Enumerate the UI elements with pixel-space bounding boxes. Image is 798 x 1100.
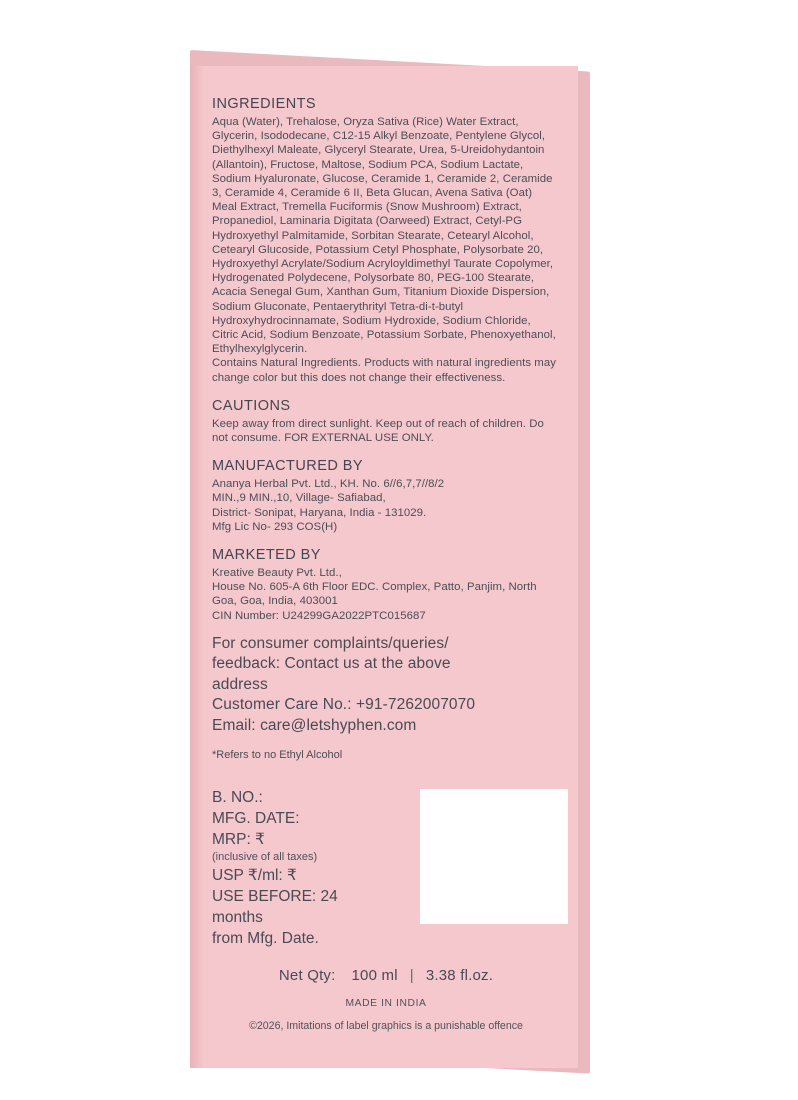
manufacturer-address-line-1: Ananya Herbal Pvt. Ltd., KH. No. 6//6,7,7//8/2 [212,478,445,491]
marketer-cin-number: CIN Number: U24299GA2022PTC015687 [212,609,426,622]
use-before-line-2: months [212,909,263,927]
complaints-line-2: feedback: Contact us at the above [212,655,451,673]
cautions-text: Keep away from direct sunlight. Keep out of reach of children. Do not consume. FOR EXTERNAL USE ONLY. [212,417,544,445]
manufacturer-address-line-2: MIN.,9 MIN.,10, Village- Safiabad, [212,492,386,505]
manufacturer-address-line-3: District- Sonipat, Haryana, India - 131029. [212,506,427,519]
label-content [212,96,560,1032]
ingredients-section [212,96,560,385]
manufacturer-licence-no: Mfg Lic No- 293 COS(H) [212,520,338,533]
net-qty-imperial: 3.38 fl.oz. [425,967,494,985]
marketer-address-line-2: House No. 605-A 6th Floor EDC. Complex, Patto, Panjim, North [212,581,537,594]
net-qty-metric: 100 ml [351,967,398,985]
complaints-line-1: For consumer complaints/queries/ [212,634,449,652]
refers-footnote: *Refers to no Ethyl Alcohol [212,749,343,762]
batch-details-panel [212,787,560,949]
batch-number-field: B. NO.: [212,789,263,807]
batch-fields [212,787,412,949]
net-qty-separator: | [409,967,414,985]
manufactured-by-section [212,458,560,534]
ingredients-heading: INGREDIENTS [212,96,317,112]
net-quantity-row [212,967,560,984]
cautions-heading: CAUTIONS [212,397,291,414]
natural-ingredients-note: Contains Natural Ingredients. Products with natural ingredients may change color but this does not change their effectiveness. [212,357,556,384]
consumer-contact-section [212,634,560,737]
complaints-line-3: address [212,675,268,693]
cautions-section [212,398,560,445]
customer-care-number: Customer Care No.: +91-7262007070 [212,696,476,714]
net-qty-label: Net Qty: [278,967,336,985]
ingredients-text: Aqua (Water), Trehalose, Oryza Sativa (Rice) Water Extract, Glycerin, Isododecane, C12-15 Alkyl Benzoate, Pentylene Glycol, Diethylhexyl Maleate, Glyceryl Stearate, Urea, 5-Ureidohydantoin (Allantoin), Fructose, Maltose, Sodium PCA, Sodium Lactate, Sodium Hyaluronate, Glucose, Ceramide 1, Ceramide 2, Ceramide 3, Ceramide 4, Ceramide 6 II, Beta Glucan, Avena Sativa (Oat) Meal Extract, Tremella Fuciformis (Snow Mushroom) Extract, Propanediol, Laminaria Digitata (Oarweed) Extract, Cetyl-PG Hydroxyethyl Palmitamide, Sorbitan Stearate, Cetearyl Alcohol, Cetearyl Glucoside, Potassium Cetyl Phosphate, Polysorbate 20, Hydroxyethyl Acrylate/Sodium Acryloyldimethyl Taurate Copolymer, Hydrogenated Polydecene, Polysorbate 80, PEG-100 Stearate, Acacia Senegal Gum, Xanthan Gum, Titanium Dioxide Dispersion, Sodium Gluconate, Pentaerythrityl Tetra-di-t-butyl Hydroxyhydrocinnamate, Sodium Hydroxide, Sodium Chloride, Citric Acid, Sodium Benzoate, Potassium Sorbate, Phenoxyethanol, Ethylhexylglycerin. [212,116,556,356]
use-before-line-1: USE BEFORE: 24 [212,888,338,906]
customer-care-email: Email: care@letshyphen.com [212,716,417,734]
made-in-india-text: MADE IN INDIA [345,998,427,1010]
copyright-notice: ©2026, Imitations of label graphics is a punishable offence [249,1020,523,1033]
blank-print-area [420,789,568,924]
tax-inclusive-note: (inclusive of all taxes) [212,851,318,864]
marketed-by-heading: MARKETED BY [212,547,321,564]
mrp-field: MRP: ₹ [212,831,265,849]
marketer-name: Kreative Beauty Pvt. Ltd., [212,567,342,580]
use-before-line-3: from Mfg. Date. [212,930,319,948]
manufactured-by-heading: MANUFACTURED BY [212,458,363,475]
usp-per-ml-field: USP ₹/ml: ₹ [212,867,297,885]
mfg-date-field: MFG. DATE: [212,810,300,828]
marketer-address-line-3: Goa, Goa, India, 403001 [212,595,338,608]
marketed-by-section [212,547,560,623]
